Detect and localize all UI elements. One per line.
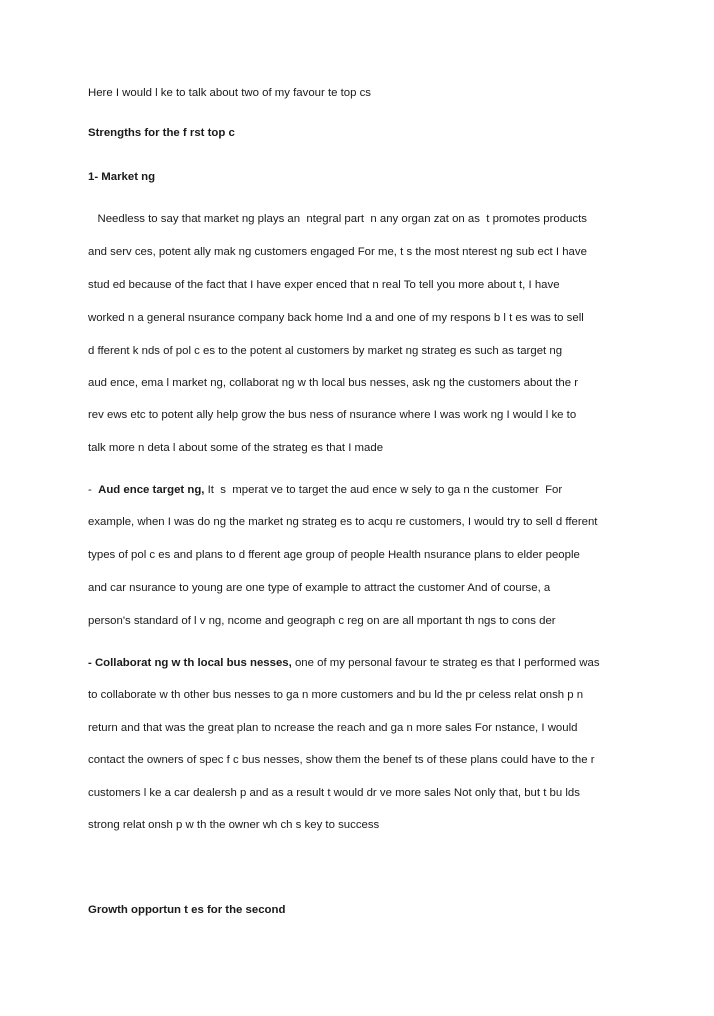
paragraph-line: types of pol c es and plans to d fferent age group of people Health nsurance plans to elder people bbox=[88, 549, 580, 561]
paragraph-line: and serv ces, potent ally mak ng customers engaged For me, t s the most nterest ng sub ect I have bbox=[88, 246, 587, 258]
paragraph-line: Needless to say that market ng plays an ntegral part n any organ zat on as t promotes products bbox=[88, 213, 587, 225]
paragraph-line: customers l ke a car dealersh p and as a result t would dr ve more sales Not only that, but t bu lds bbox=[88, 787, 580, 799]
paragraph-line: d fferent k nds of pol c es to the potent al customers by market ng strateg es such as target ng bbox=[88, 345, 563, 357]
paragraph-line: worked n a general nsurance company back home Ind a and one of my respons b l t es was to sell bbox=[88, 312, 584, 324]
paragraph-line: return and that was the great plan to ncrease the reach and ga n more sales For nstance, I would bbox=[88, 722, 578, 734]
paragraph-line: example, when I was do ng the market ng strateg es to acqu re customers, I would try to sell d fferent bbox=[88, 516, 598, 528]
bullet-first-line bbox=[88, 656, 600, 670]
bullet-text: one of my personal favour te strateg es that I performed was bbox=[291, 657, 600, 669]
paragraph-line: strong relat onsh p w th the owner wh ch s key to success bbox=[88, 819, 380, 831]
subheading-marketing: 1- Market ng bbox=[88, 171, 156, 183]
paragraph-line: and car nsurance to young are one type of example to attract the customer And of course, a bbox=[88, 582, 551, 594]
paragraph-line: contact the owners of spec f c bus nesses, show them the benef ts of these plans could have to the r bbox=[88, 754, 595, 766]
paragraph-line: aud ence, ema l market ng, collaborat ng w th local bus nesses, ask ng the customers about the r bbox=[88, 377, 579, 389]
paragraph-line: stud ed because of the fact that I have exper enced that n real To tell you more about t, I have bbox=[88, 279, 560, 291]
bullet-dash: - bbox=[88, 484, 99, 496]
paragraph-line: talk more n deta l about some of the strateg es that I made bbox=[88, 442, 384, 454]
intro-line: Here I would l ke to talk about two of my favour te top cs bbox=[88, 87, 372, 99]
paragraph-line: rev ews etc to potent ally help grow the bus ness of nsurance where I was work ng I would l ke to bbox=[88, 409, 577, 421]
bullet-first-line bbox=[88, 483, 562, 497]
paragraph-line: person's standard of l v ng, ncome and geograph c reg on are all mportant th ngs to cons der bbox=[88, 615, 556, 627]
bullet-label: - Collaborat ng w th local bus nesses, bbox=[88, 657, 292, 669]
bullet-label: Aud ence target ng, bbox=[98, 484, 205, 496]
heading-strengths: Strengths for the f rst top c bbox=[88, 127, 235, 139]
paragraph-line: to collaborate w th other bus nesses to ga n more customers and bu ld the pr celess relat onsh p n bbox=[88, 689, 584, 701]
heading-growth: Growth opportun t es for the second bbox=[88, 904, 286, 916]
bullet-text: It s mperat ve to target the aud ence w sely to ga n the customer For bbox=[204, 484, 563, 496]
